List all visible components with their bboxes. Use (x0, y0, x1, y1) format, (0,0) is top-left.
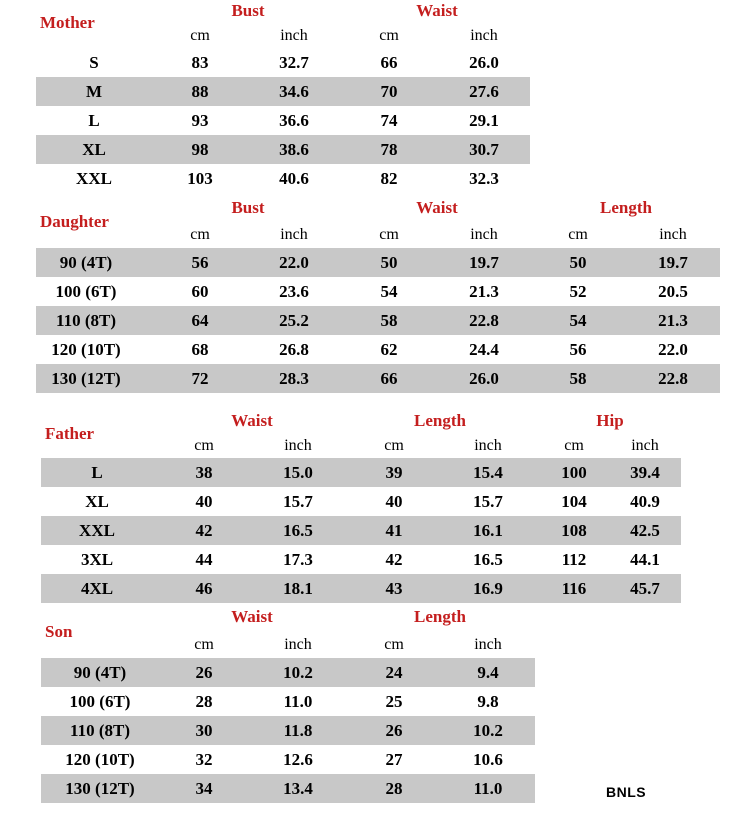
value-cell: 46 (195, 579, 213, 598)
unit-label: inch (470, 226, 498, 243)
table-row (41, 687, 535, 716)
value-cell: 24.4 (469, 340, 499, 359)
value-cell: 104 (561, 492, 587, 511)
size-cell: M (85, 82, 103, 101)
table-row (41, 487, 681, 516)
value-cell: 43 (385, 579, 403, 598)
value-cell: 16.9 (473, 579, 503, 598)
table-row (36, 364, 720, 393)
value-cell: 10.2 (283, 663, 313, 682)
column-group-heading: Waist (231, 411, 273, 430)
value-cell: 29.1 (469, 111, 499, 130)
value-cell: 68 (191, 340, 209, 359)
value-cell: 44.1 (630, 550, 660, 569)
value-cell: 25.2 (279, 311, 309, 330)
size-cell: XXL (79, 521, 115, 540)
unit-label: inch (284, 437, 312, 454)
value-cell: 98 (191, 140, 209, 159)
value-cell: 42 (385, 550, 403, 569)
value-cell: 88 (191, 82, 209, 101)
unit-label: cm (190, 27, 210, 44)
unit-label: cm (568, 226, 588, 243)
value-cell: 21.3 (469, 282, 499, 301)
unit-label: inch (631, 437, 659, 454)
value-cell: 26.0 (469, 53, 499, 72)
value-cell: 38.6 (279, 140, 309, 159)
value-cell: 45.7 (630, 579, 660, 598)
value-cell: 39 (385, 463, 403, 482)
value-cell: 42 (195, 521, 213, 540)
size-cell: 130 (12T) (51, 369, 121, 388)
unit-label: cm (384, 636, 404, 653)
column-group-heading: Length (414, 607, 466, 626)
value-cell: 22.8 (658, 369, 688, 388)
value-cell: 11.8 (283, 721, 313, 740)
section-title-mother: Mother (40, 13, 95, 32)
unit-label: inch (280, 226, 308, 243)
value-cell: 40.6 (279, 169, 309, 188)
value-cell: 34 (195, 779, 213, 798)
value-cell: 25 (385, 692, 403, 711)
size-cell: XL (85, 492, 109, 511)
value-cell: 40 (195, 492, 213, 511)
value-cell: 11.0 (473, 779, 503, 798)
value-cell: 56 (569, 340, 587, 359)
value-cell: 15.0 (283, 463, 313, 482)
unit-label: cm (384, 437, 404, 454)
column-group-heading: Hip (596, 411, 624, 430)
unit-label: inch (470, 27, 498, 44)
size-cell: 100 (6T) (55, 282, 117, 301)
value-cell: 12.6 (283, 750, 313, 769)
value-cell: 15.4 (473, 463, 503, 482)
value-cell: 26.8 (279, 340, 309, 359)
value-cell: 83 (191, 53, 209, 72)
value-cell: 26.0 (469, 369, 499, 388)
value-cell: 40 (385, 492, 403, 511)
value-cell: 30 (195, 721, 213, 740)
table-row (36, 306, 720, 335)
brand-label: BNLS (606, 784, 647, 800)
unit-label: cm (379, 226, 399, 243)
column-group-heading: Bust (231, 198, 265, 217)
table-row (36, 106, 530, 135)
section-title-father: Father (45, 424, 95, 443)
value-cell: 22.0 (279, 253, 309, 272)
column-group-heading: Waist (416, 1, 458, 20)
size-cell: 90 (4T) (59, 253, 113, 272)
value-cell: 52 (569, 282, 587, 301)
value-cell: 100 (561, 463, 587, 482)
size-cell: L (91, 463, 103, 482)
value-cell: 44 (195, 550, 213, 569)
value-cell: 39.4 (630, 463, 660, 482)
value-cell: 50 (569, 253, 587, 272)
size-cell: 130 (12T) (65, 779, 135, 798)
table-row (36, 135, 530, 164)
table-row (36, 164, 530, 193)
table-row (41, 574, 681, 603)
value-cell: 19.7 (658, 253, 688, 272)
value-cell: 28.3 (279, 369, 309, 388)
size-cell: 4XL (80, 579, 114, 598)
value-cell: 22.8 (469, 311, 499, 330)
column-group-heading: Length (600, 198, 652, 217)
table-row (41, 516, 681, 545)
value-cell: 26 (195, 663, 213, 682)
value-cell: 42.5 (630, 521, 660, 540)
value-cell: 32 (195, 750, 213, 769)
unit-label: inch (280, 27, 308, 44)
value-cell: 108 (561, 521, 587, 540)
value-cell: 13.4 (283, 779, 313, 798)
value-cell: 66 (380, 369, 398, 388)
value-cell: 24 (385, 663, 403, 682)
value-cell: 103 (187, 169, 213, 188)
section-title-son: Son (45, 622, 73, 641)
table-row (41, 545, 681, 574)
unit-label: cm (564, 437, 584, 454)
value-cell: 74 (380, 111, 398, 130)
size-cell: S (89, 53, 99, 72)
table-row (36, 335, 720, 364)
value-cell: 20.5 (658, 282, 688, 301)
size-cell: 100 (6T) (69, 692, 131, 711)
value-cell: 26 (385, 721, 403, 740)
value-cell: 34.6 (279, 82, 309, 101)
value-cell: 116 (561, 579, 587, 598)
table-row (36, 77, 530, 106)
value-cell: 16.5 (473, 550, 503, 569)
column-group-heading: Length (414, 411, 466, 430)
value-cell: 16.5 (283, 521, 313, 540)
value-cell: 60 (191, 282, 209, 301)
unit-label: cm (379, 27, 399, 44)
value-cell: 62 (380, 340, 398, 359)
value-cell: 50 (380, 253, 398, 272)
table-row (41, 658, 535, 687)
unit-label: inch (474, 636, 502, 653)
unit-label: inch (474, 437, 502, 454)
value-cell: 64 (191, 311, 209, 330)
value-cell: 10.2 (473, 721, 503, 740)
column-group-heading: Waist (231, 607, 273, 626)
section-title-daughter: Daughter (40, 212, 109, 231)
value-cell: 27 (385, 750, 403, 769)
value-cell: 17.3 (283, 550, 313, 569)
value-cell: 21.3 (658, 311, 688, 330)
value-cell: 112 (561, 550, 587, 569)
value-cell: 54 (380, 282, 398, 301)
value-cell: 56 (191, 253, 209, 272)
size-cell: L (88, 111, 100, 130)
value-cell: 40.9 (630, 492, 660, 511)
column-group-heading: Bust (231, 1, 265, 20)
value-cell: 15.7 (283, 492, 313, 511)
value-cell: 22.0 (658, 340, 688, 359)
value-cell: 66 (380, 53, 398, 72)
value-cell: 38 (195, 463, 213, 482)
unit-label: inch (659, 226, 687, 243)
value-cell: 28 (195, 692, 213, 711)
value-cell: 28 (385, 779, 403, 798)
value-cell: 9.8 (477, 692, 499, 711)
value-cell: 15.7 (473, 492, 503, 511)
table-row (36, 248, 720, 277)
value-cell: 58 (380, 311, 398, 330)
value-cell: 78 (380, 140, 398, 159)
unit-label: cm (190, 226, 210, 243)
value-cell: 11.0 (283, 692, 313, 711)
value-cell: 9.4 (477, 663, 499, 682)
size-cell: 110 (8T) (70, 721, 130, 740)
size-cell: 120 (10T) (65, 750, 135, 769)
value-cell: 32.7 (279, 53, 309, 72)
table-row (41, 458, 681, 487)
size-cell: XXL (76, 169, 112, 188)
table-row (41, 716, 535, 745)
value-cell: 82 (380, 169, 398, 188)
unit-label: inch (284, 636, 312, 653)
table-row (41, 745, 535, 774)
unit-label: cm (194, 437, 214, 454)
value-cell: 30.7 (469, 140, 499, 159)
value-cell: 10.6 (473, 750, 503, 769)
value-cell: 58 (569, 369, 587, 388)
size-cell: 90 (4T) (73, 663, 127, 682)
size-cell: 110 (8T) (56, 311, 116, 330)
value-cell: 32.3 (469, 169, 499, 188)
value-cell: 19.7 (469, 253, 499, 272)
size-cell: 120 (10T) (51, 340, 121, 359)
size-cell: XL (82, 140, 106, 159)
value-cell: 93 (191, 111, 209, 130)
value-cell: 18.1 (283, 579, 313, 598)
value-cell: 72 (191, 369, 209, 388)
table-row (41, 774, 535, 803)
value-cell: 23.6 (279, 282, 309, 301)
table-row (36, 48, 530, 77)
table-row (36, 277, 720, 306)
value-cell: 27.6 (469, 82, 499, 101)
value-cell: 36.6 (279, 111, 309, 130)
value-cell: 70 (380, 82, 398, 101)
unit-label: cm (194, 636, 214, 653)
value-cell: 41 (385, 521, 403, 540)
value-cell: 54 (569, 311, 587, 330)
size-cell: 3XL (80, 550, 114, 569)
column-group-heading: Waist (416, 198, 458, 217)
value-cell: 16.1 (473, 521, 503, 540)
